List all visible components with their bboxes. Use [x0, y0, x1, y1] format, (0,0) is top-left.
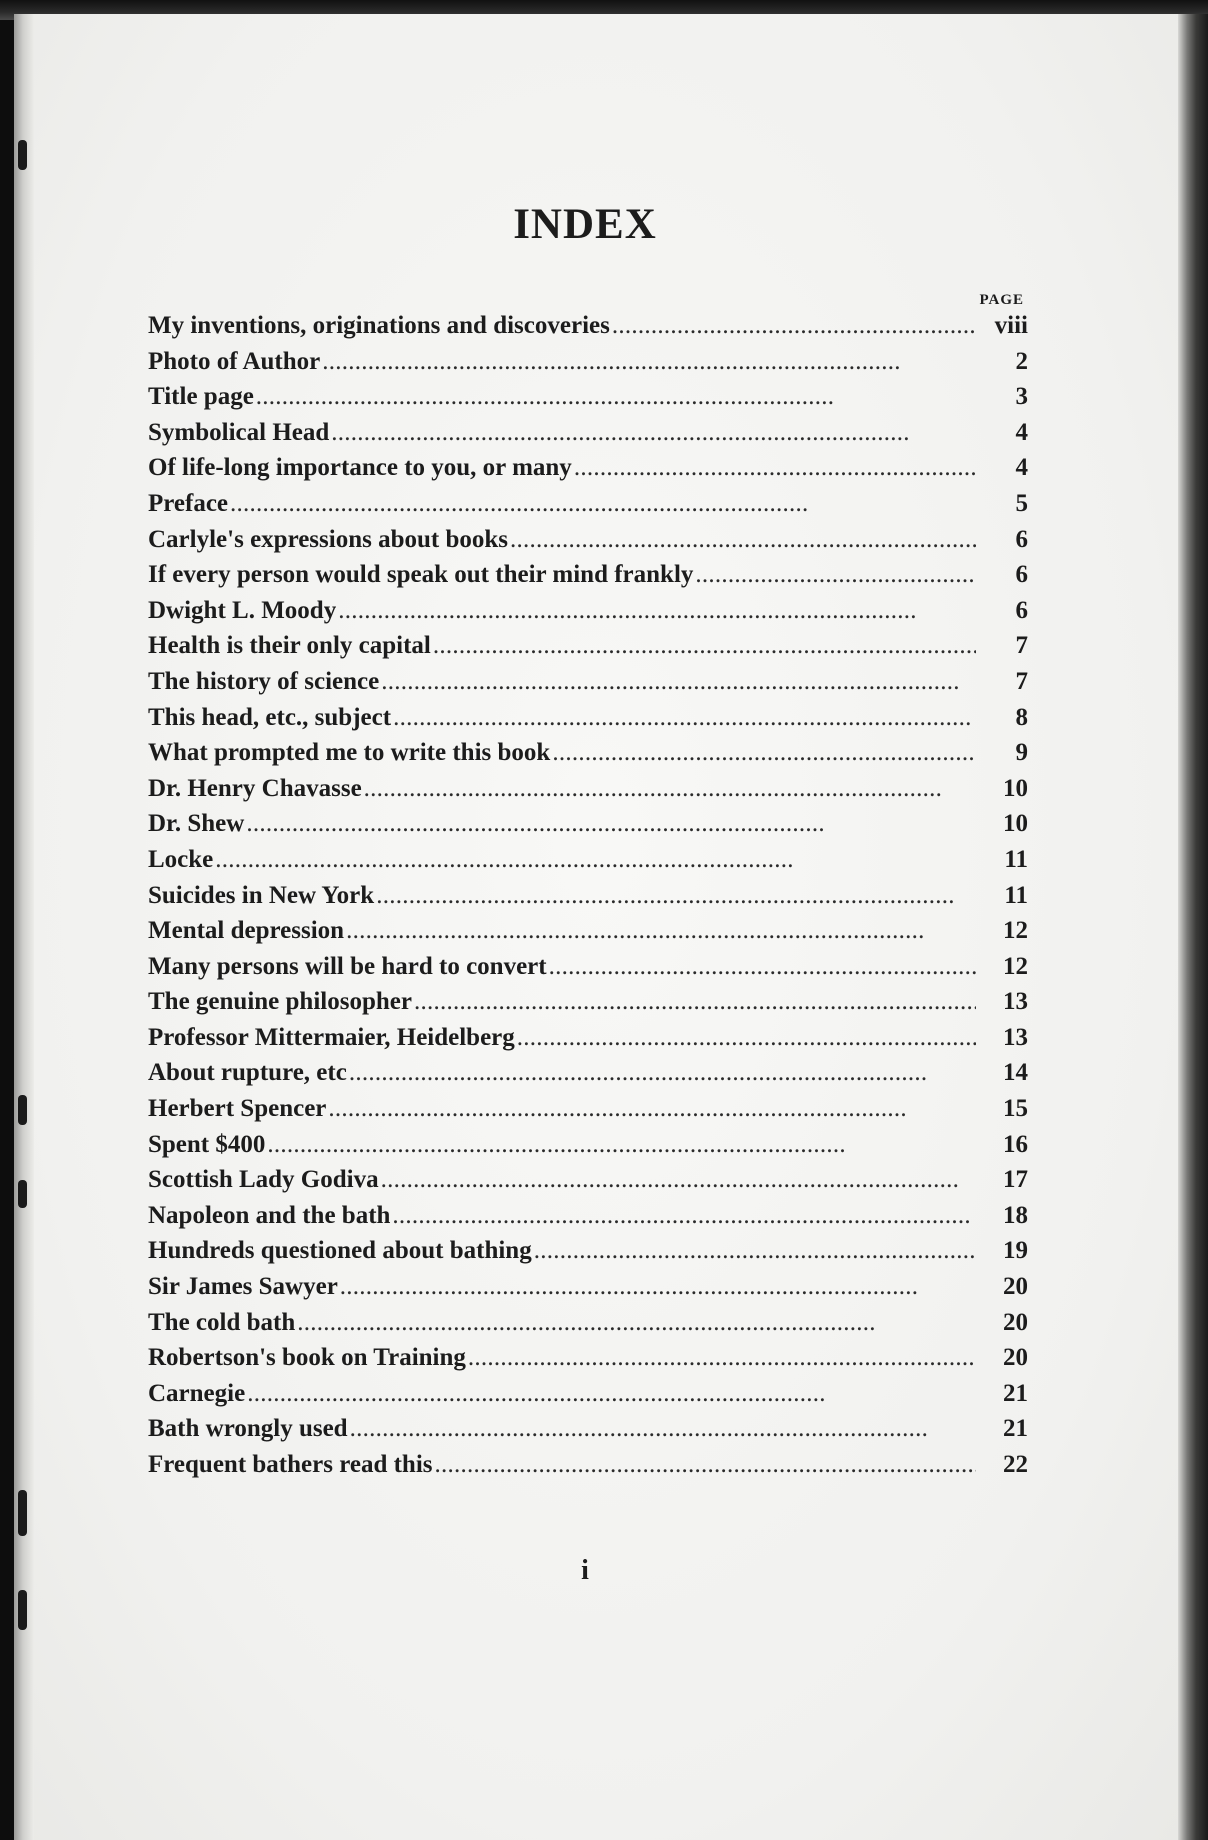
dot-leader: [230, 490, 976, 518]
index-entry-page: 16: [1003, 1130, 1028, 1158]
dot-leader: [376, 882, 976, 910]
index-entry-page: 19: [1003, 1237, 1028, 1265]
index-entry: [148, 419, 1028, 455]
index-entry-page: 5: [1015, 489, 1028, 517]
index-entry-title: Title page: [148, 383, 254, 411]
dot-leader: [393, 704, 976, 732]
dot-leader: [549, 953, 976, 981]
index-entry-title: Of life-long importance to you, or many: [148, 454, 572, 482]
index-entry-title: Dr. Shew: [148, 810, 245, 838]
dot-leader: [552, 739, 976, 767]
index-entry: [148, 561, 1028, 597]
dot-leader: [246, 810, 976, 838]
index-entry-page: 21: [1003, 1415, 1028, 1443]
index-entry: [148, 1095, 1028, 1131]
index-entry-title: Sir James Sawyer: [148, 1273, 338, 1301]
dot-leader: [247, 1380, 976, 1408]
binding-mark: [18, 1180, 27, 1208]
dot-leader: [256, 383, 976, 411]
dot-leader: [435, 1451, 977, 1479]
dot-leader: [468, 1344, 976, 1372]
index-entry: [148, 312, 1028, 348]
index-entry-title: Symbolical Head: [148, 418, 330, 446]
index-entry-page: 12: [1003, 952, 1028, 980]
dot-leader: [517, 1024, 976, 1052]
index-entry: [148, 668, 1028, 704]
dot-leader: [695, 561, 976, 589]
index-entry-title: Many persons will be hard to convert: [148, 952, 547, 980]
dot-leader: [381, 668, 976, 696]
index-entry: [148, 1451, 1028, 1487]
index-entry-page: 10: [1003, 810, 1028, 838]
index-entry: [148, 882, 1028, 918]
index-entry-page: 18: [1003, 1201, 1028, 1229]
index-entry-page: 6: [1015, 596, 1028, 624]
dot-leader: [340, 1273, 976, 1301]
dot-leader: [433, 632, 976, 660]
dot-leader: [267, 1131, 976, 1159]
index-entry-title: Napoleon and the bath: [148, 1201, 391, 1229]
dot-leader: [392, 1202, 976, 1230]
index-entry: [148, 1415, 1028, 1451]
index-entry-title: Photo of Author: [148, 347, 321, 375]
index-entry-title: Locke: [148, 845, 214, 873]
index-entry-title: Mental depression: [148, 917, 345, 945]
index-entry: [148, 1237, 1028, 1273]
binding-mark: [18, 1590, 27, 1630]
dot-leader: [331, 419, 976, 447]
index-entry: [148, 739, 1028, 775]
index-entry-page: 10: [1003, 774, 1028, 802]
binding-mark: [18, 1095, 27, 1125]
index-entry-page: 11: [1004, 881, 1028, 909]
index-entry-page: 8: [1015, 703, 1028, 731]
index-entry: [148, 1059, 1028, 1095]
index-entry: [148, 1024, 1028, 1060]
index-entry: [148, 490, 1028, 526]
index-entry-title: Dr. Henry Chavasse: [148, 774, 362, 802]
page-title: INDEX: [513, 201, 657, 248]
index-entry-page: 6: [1015, 525, 1028, 553]
index-entry: [148, 1131, 1028, 1167]
index-entry: [148, 988, 1028, 1024]
page-column-heading: PAGE: [979, 292, 1024, 308]
index-entry-page: viii: [994, 312, 1028, 339]
index-entry-title: The history of science: [148, 667, 380, 695]
index-entry: [148, 704, 1028, 740]
index-entry-title: Carnegie: [148, 1379, 246, 1407]
index-entry: [148, 632, 1028, 668]
index-entry: [148, 1344, 1028, 1380]
index-entry: [148, 1380, 1028, 1416]
index-entry-title: Health is their only capital: [148, 632, 431, 660]
index-entry-page: 9: [1015, 739, 1028, 767]
index-entry-page: 22: [1003, 1451, 1028, 1478]
index-entry-page: 21: [1003, 1379, 1028, 1407]
index-entry: [148, 597, 1028, 633]
index-entry-page: 4: [1015, 418, 1028, 446]
dot-leader: [338, 597, 976, 625]
index-entry-title: This head, etc., subject: [148, 703, 392, 731]
dot-leader: [215, 846, 976, 874]
index-entry-title: Carlyle's expressions about books: [148, 525, 509, 553]
index-entry-title: Herbert Spencer: [148, 1095, 327, 1123]
index-entry-page: 20: [1003, 1308, 1028, 1336]
dot-leader: [346, 917, 976, 945]
index-entry: [148, 917, 1028, 953]
index-entry: [148, 454, 1028, 490]
index-entry-page: 7: [1015, 632, 1028, 660]
index-entry: [148, 810, 1028, 846]
dot-leader: [297, 1309, 976, 1337]
index-entry: [148, 1309, 1028, 1345]
index-entry: [148, 1166, 1028, 1202]
dot-leader: [322, 348, 976, 376]
index-entry-title: Suicides in New York: [148, 881, 375, 909]
index-entry: [148, 953, 1028, 989]
dot-leader: [364, 775, 976, 803]
index-entry-page: 7: [1015, 667, 1028, 695]
index-entry-title: What prompted me to write this book: [148, 739, 551, 767]
index-entry-title: Professor Mittermaier, Heidelberg: [148, 1023, 515, 1051]
scan-right-edge: [1178, 14, 1208, 1840]
index-entry-title: My inventions, originations and discoveries: [148, 312, 610, 339]
index-entry-page: 4: [1015, 454, 1028, 482]
index-entry: [148, 1273, 1028, 1309]
dot-leader: [510, 526, 976, 554]
dot-leader: [328, 1095, 976, 1123]
index-entry-title: The genuine philosopher: [148, 988, 412, 1016]
dot-leader: [414, 988, 976, 1016]
index-entry-title: Spent $400: [148, 1130, 266, 1158]
index-entry: [148, 383, 1028, 419]
binding-mark: [18, 1490, 27, 1536]
page-number: i: [581, 1555, 589, 1586]
index-entry: [148, 1202, 1028, 1238]
index-entry-title: If every person would speak out their mind frankly: [148, 561, 694, 589]
index-entry-title: Frequent bathers read this: [148, 1451, 433, 1478]
dot-leader: [612, 312, 976, 340]
binding-mark: [18, 140, 27, 170]
index-entry-page: 6: [1015, 561, 1028, 589]
index-entry-title: The cold bath: [148, 1308, 296, 1336]
index-entry-title: Bath wrongly used: [148, 1415, 348, 1443]
index-entry-page: 17: [1003, 1166, 1028, 1194]
index-entry-title: Robertson's book on Training: [148, 1344, 466, 1372]
index-entry-page: 11: [1004, 845, 1028, 873]
index-entry-page: 15: [1003, 1095, 1028, 1123]
dot-leader: [350, 1415, 976, 1443]
index-entry-title: Preface: [148, 489, 229, 517]
index-entry-page: 13: [1003, 988, 1028, 1016]
index-entry-page: 20: [1003, 1344, 1028, 1372]
index-entry: [148, 846, 1028, 882]
index-entry-title: Dwight L. Moody: [148, 596, 337, 624]
dot-leader: [574, 454, 976, 482]
index-entry-title: Hundreds questioned about bathing: [148, 1237, 532, 1265]
dot-leader: [381, 1166, 976, 1194]
index-entry-page: 13: [1003, 1023, 1028, 1051]
index-entry-title: Scottish Lady Godiva: [148, 1166, 379, 1194]
dot-leader: [534, 1237, 976, 1265]
dot-leader: [349, 1059, 976, 1087]
index-list: [148, 312, 1028, 1487]
index-entry: [148, 348, 1028, 384]
index-entry: [148, 526, 1028, 562]
index-entry-page: 12: [1003, 917, 1028, 945]
index-entry-page: 20: [1003, 1273, 1028, 1301]
index-entry-title: About rupture, etc: [148, 1059, 347, 1087]
index-entry: [148, 775, 1028, 811]
index-entry-page: 2: [1015, 347, 1028, 375]
index-entry-page: 3: [1015, 383, 1028, 411]
index-entry-page: 14: [1003, 1059, 1028, 1087]
